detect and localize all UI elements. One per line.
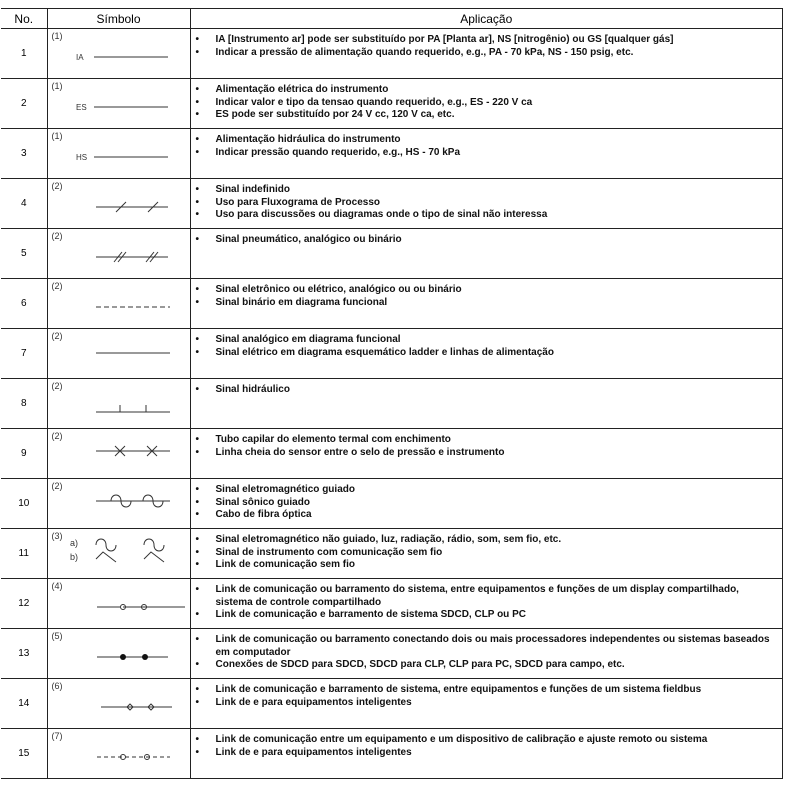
symbol-cell	[47, 579, 190, 629]
application-item: • Uso para Fluxograma de Processo	[194, 197, 779, 210]
application-item: • Alimentação hidráulica do instrumento	[194, 134, 779, 147]
table-row	[1, 129, 783, 179]
symbol-cell	[47, 529, 190, 579]
symbol-label: HS	[75, 153, 87, 162]
line-symbol-dashed	[48, 279, 191, 328]
application-item: • Cabo de fibra óptica	[194, 509, 779, 522]
row-number: 6	[1, 279, 47, 329]
row-number: 11	[1, 529, 47, 579]
table-row	[1, 329, 783, 379]
application-item: • Indicar valor e tipo da tensao quando requerido, e.g., ES - 220 V ca	[194, 97, 779, 110]
application-item: • Sinal eletrônico ou elétrico, analógico ou ou binário	[194, 284, 779, 297]
line-symbol-labeled	[48, 79, 191, 128]
row-number: 8	[1, 379, 47, 429]
sub-label-b: b)	[69, 552, 78, 562]
symbol-cell	[47, 179, 190, 229]
application-item: • IA [Instrumento ar] pode ser substituído por PA [Planta ar], NS [nitrogênio) ou GS [qualquer gás]	[194, 34, 779, 47]
application-item: • Linha cheia do sensor entre o selo de pressão e instrumento	[194, 447, 779, 460]
note-ref: (2)	[51, 181, 63, 191]
line-symbol-hydraulic	[48, 379, 191, 428]
application-cell	[190, 79, 783, 129]
application-cell	[190, 629, 783, 679]
symbol-cell	[47, 329, 190, 379]
note-ref: (1)	[51, 31, 63, 41]
line-symbol-slash1	[48, 179, 191, 228]
application-item: • Indicar pressão quando requerido, e.g., HS - 70 kPa	[194, 147, 779, 160]
symbol-cell	[47, 79, 190, 129]
row-number: 13	[1, 629, 47, 679]
line-symbol-cross	[48, 429, 191, 478]
line-symbol-filledcircle	[48, 629, 191, 678]
table-row	[1, 629, 783, 679]
line-symbol-solid	[48, 329, 191, 378]
header-symbol: Símbolo	[47, 9, 190, 29]
application-cell	[190, 329, 783, 379]
note-ref: (3)	[51, 531, 63, 541]
application-cell	[190, 279, 783, 329]
sub-label-a: a)	[69, 538, 78, 548]
row-number: 4	[1, 179, 47, 229]
application-item: • Sinal de instrumento com comunicação sem fio	[194, 547, 779, 560]
symbol-cell	[47, 379, 190, 429]
line-symbol-labeled	[48, 129, 191, 178]
table-row	[1, 479, 783, 529]
application-item: • Sinal binário em diagrama funcional	[194, 297, 779, 310]
application-item: • Sinal sônico guiado	[194, 497, 779, 510]
symbol-label: IA	[75, 53, 84, 62]
application-item: • Indicar a pressão de alimentação quando requerido, e.g., PA - 70 kPa, NS - 150 psig, etc.	[194, 47, 779, 60]
line-symbol-opencircle	[48, 579, 191, 628]
header-no: No.	[1, 9, 47, 29]
note-ref: (4)	[51, 581, 63, 591]
row-number: 1	[1, 29, 47, 79]
application-cell	[190, 729, 783, 779]
note-ref: (1)	[51, 81, 63, 91]
table-row	[1, 429, 783, 479]
application-item: • Sinal indefinido	[194, 184, 779, 197]
symbol-cell	[47, 29, 190, 79]
symbol-cell	[47, 729, 190, 779]
application-item: • ES pode ser substituído por 24 V cc, 120 V ca, etc.	[194, 109, 779, 122]
row-number: 15	[1, 729, 47, 779]
application-cell	[190, 229, 783, 279]
application-item: • Uso para discussões ou diagramas onde o tipo de sinal não interessa	[194, 209, 779, 222]
symbol-cell	[47, 679, 190, 729]
note-ref: (2)	[51, 381, 63, 391]
application-cell	[190, 679, 783, 729]
line-symbol-labeled	[48, 29, 191, 78]
note-ref: (2)	[51, 331, 63, 341]
row-number: 3	[1, 129, 47, 179]
row-number: 7	[1, 329, 47, 379]
note-ref: (6)	[51, 681, 63, 691]
table-row	[1, 179, 783, 229]
symbol-cell	[47, 129, 190, 179]
application-cell	[190, 479, 783, 529]
application-item: • Sinal eletromagnético guiado	[194, 484, 779, 497]
header-application: Aplicação	[190, 9, 783, 29]
note-ref: (5)	[51, 631, 63, 641]
note-ref: (2)	[51, 231, 63, 241]
line-symbol-slash2	[48, 229, 191, 278]
application-cell	[190, 429, 783, 479]
application-item: • Tubo capilar do elemento termal com enchimento	[194, 434, 779, 447]
application-item: • Link de comunicação ou barramento do sistema, entre equipamentos e funções de um display compartilhado, sistema de controle compartilhado	[194, 584, 779, 609]
application-item: • Link de comunicação ou barramento conectando dois ou mais processadores independentes ou sistemas baseados em computador	[194, 634, 779, 659]
table-row	[1, 729, 783, 779]
application-cell	[190, 29, 783, 79]
table-row	[1, 379, 783, 429]
table-row	[1, 679, 783, 729]
row-number: 2	[1, 79, 47, 129]
application-cell	[190, 179, 783, 229]
row-number: 9	[1, 429, 47, 479]
application-item: • Link de comunicação e barramento de sistema SDCD, CLP ou PC	[194, 609, 779, 622]
application-item: • Sinal hidráulico	[194, 384, 779, 397]
row-number: 5	[1, 229, 47, 279]
table-row	[1, 279, 783, 329]
note-ref: (1)	[51, 131, 63, 141]
application-item: • Sinal pneumático, analógico ou binário	[194, 234, 779, 247]
symbol-cell	[47, 429, 190, 479]
application-item: • Sinal elétrico em diagrama esquemático ladder e linhas de alimentação	[194, 347, 779, 360]
note-ref: (2)	[51, 281, 63, 291]
line-symbol-diamond	[48, 679, 191, 728]
note-ref: (2)	[51, 481, 63, 491]
row-number: 12	[1, 579, 47, 629]
table-row	[1, 529, 783, 579]
table-row	[1, 29, 783, 79]
application-item: • Link de comunicação entre um equipamento e um dispositivo de calibração e ajuste remoto ou sistema	[194, 734, 779, 747]
application-item: • Sinal eletromagnético não guiado, luz, radiação, rádio, som, sem fio, etc.	[194, 534, 779, 547]
table-row	[1, 229, 783, 279]
application-item: • Link de e para equipamentos inteligentes	[194, 747, 779, 760]
application-item: • Alimentação elétrica do instrumento	[194, 84, 779, 97]
note-ref: (7)	[51, 731, 63, 741]
row-number: 14	[1, 679, 47, 729]
symbol-label: ES	[75, 103, 87, 112]
application-item: • Sinal analógico em diagrama funcional	[194, 334, 779, 347]
application-cell	[190, 579, 783, 629]
line-symbol-sine	[48, 479, 191, 528]
row-number: 10	[1, 479, 47, 529]
line-symbols-table	[1, 8, 783, 779]
line-symbol-dashcircle	[48, 729, 191, 778]
application-cell	[190, 379, 783, 429]
symbol-cell	[47, 629, 190, 679]
application-item: • Link de comunicação sem fio	[194, 559, 779, 572]
symbol-cell	[47, 229, 190, 279]
application-cell	[190, 129, 783, 179]
table-row	[1, 79, 783, 129]
note-ref: (2)	[51, 431, 63, 441]
application-cell	[190, 529, 783, 579]
application-item: • Conexões de SDCD para SDCD, SDCD para CLP, CLP para PC, SDCD para campo, etc.	[194, 659, 779, 672]
symbol-cell	[47, 479, 190, 529]
line-symbol-wireless	[48, 529, 191, 578]
table-row	[1, 579, 783, 629]
application-item: • Link de e para equipamentos inteligentes	[194, 697, 779, 710]
symbol-cell	[47, 279, 190, 329]
application-item: • Link de comunicação e barramento de sistema, entre equipamentos e funções de um sistema fieldbus	[194, 684, 779, 697]
